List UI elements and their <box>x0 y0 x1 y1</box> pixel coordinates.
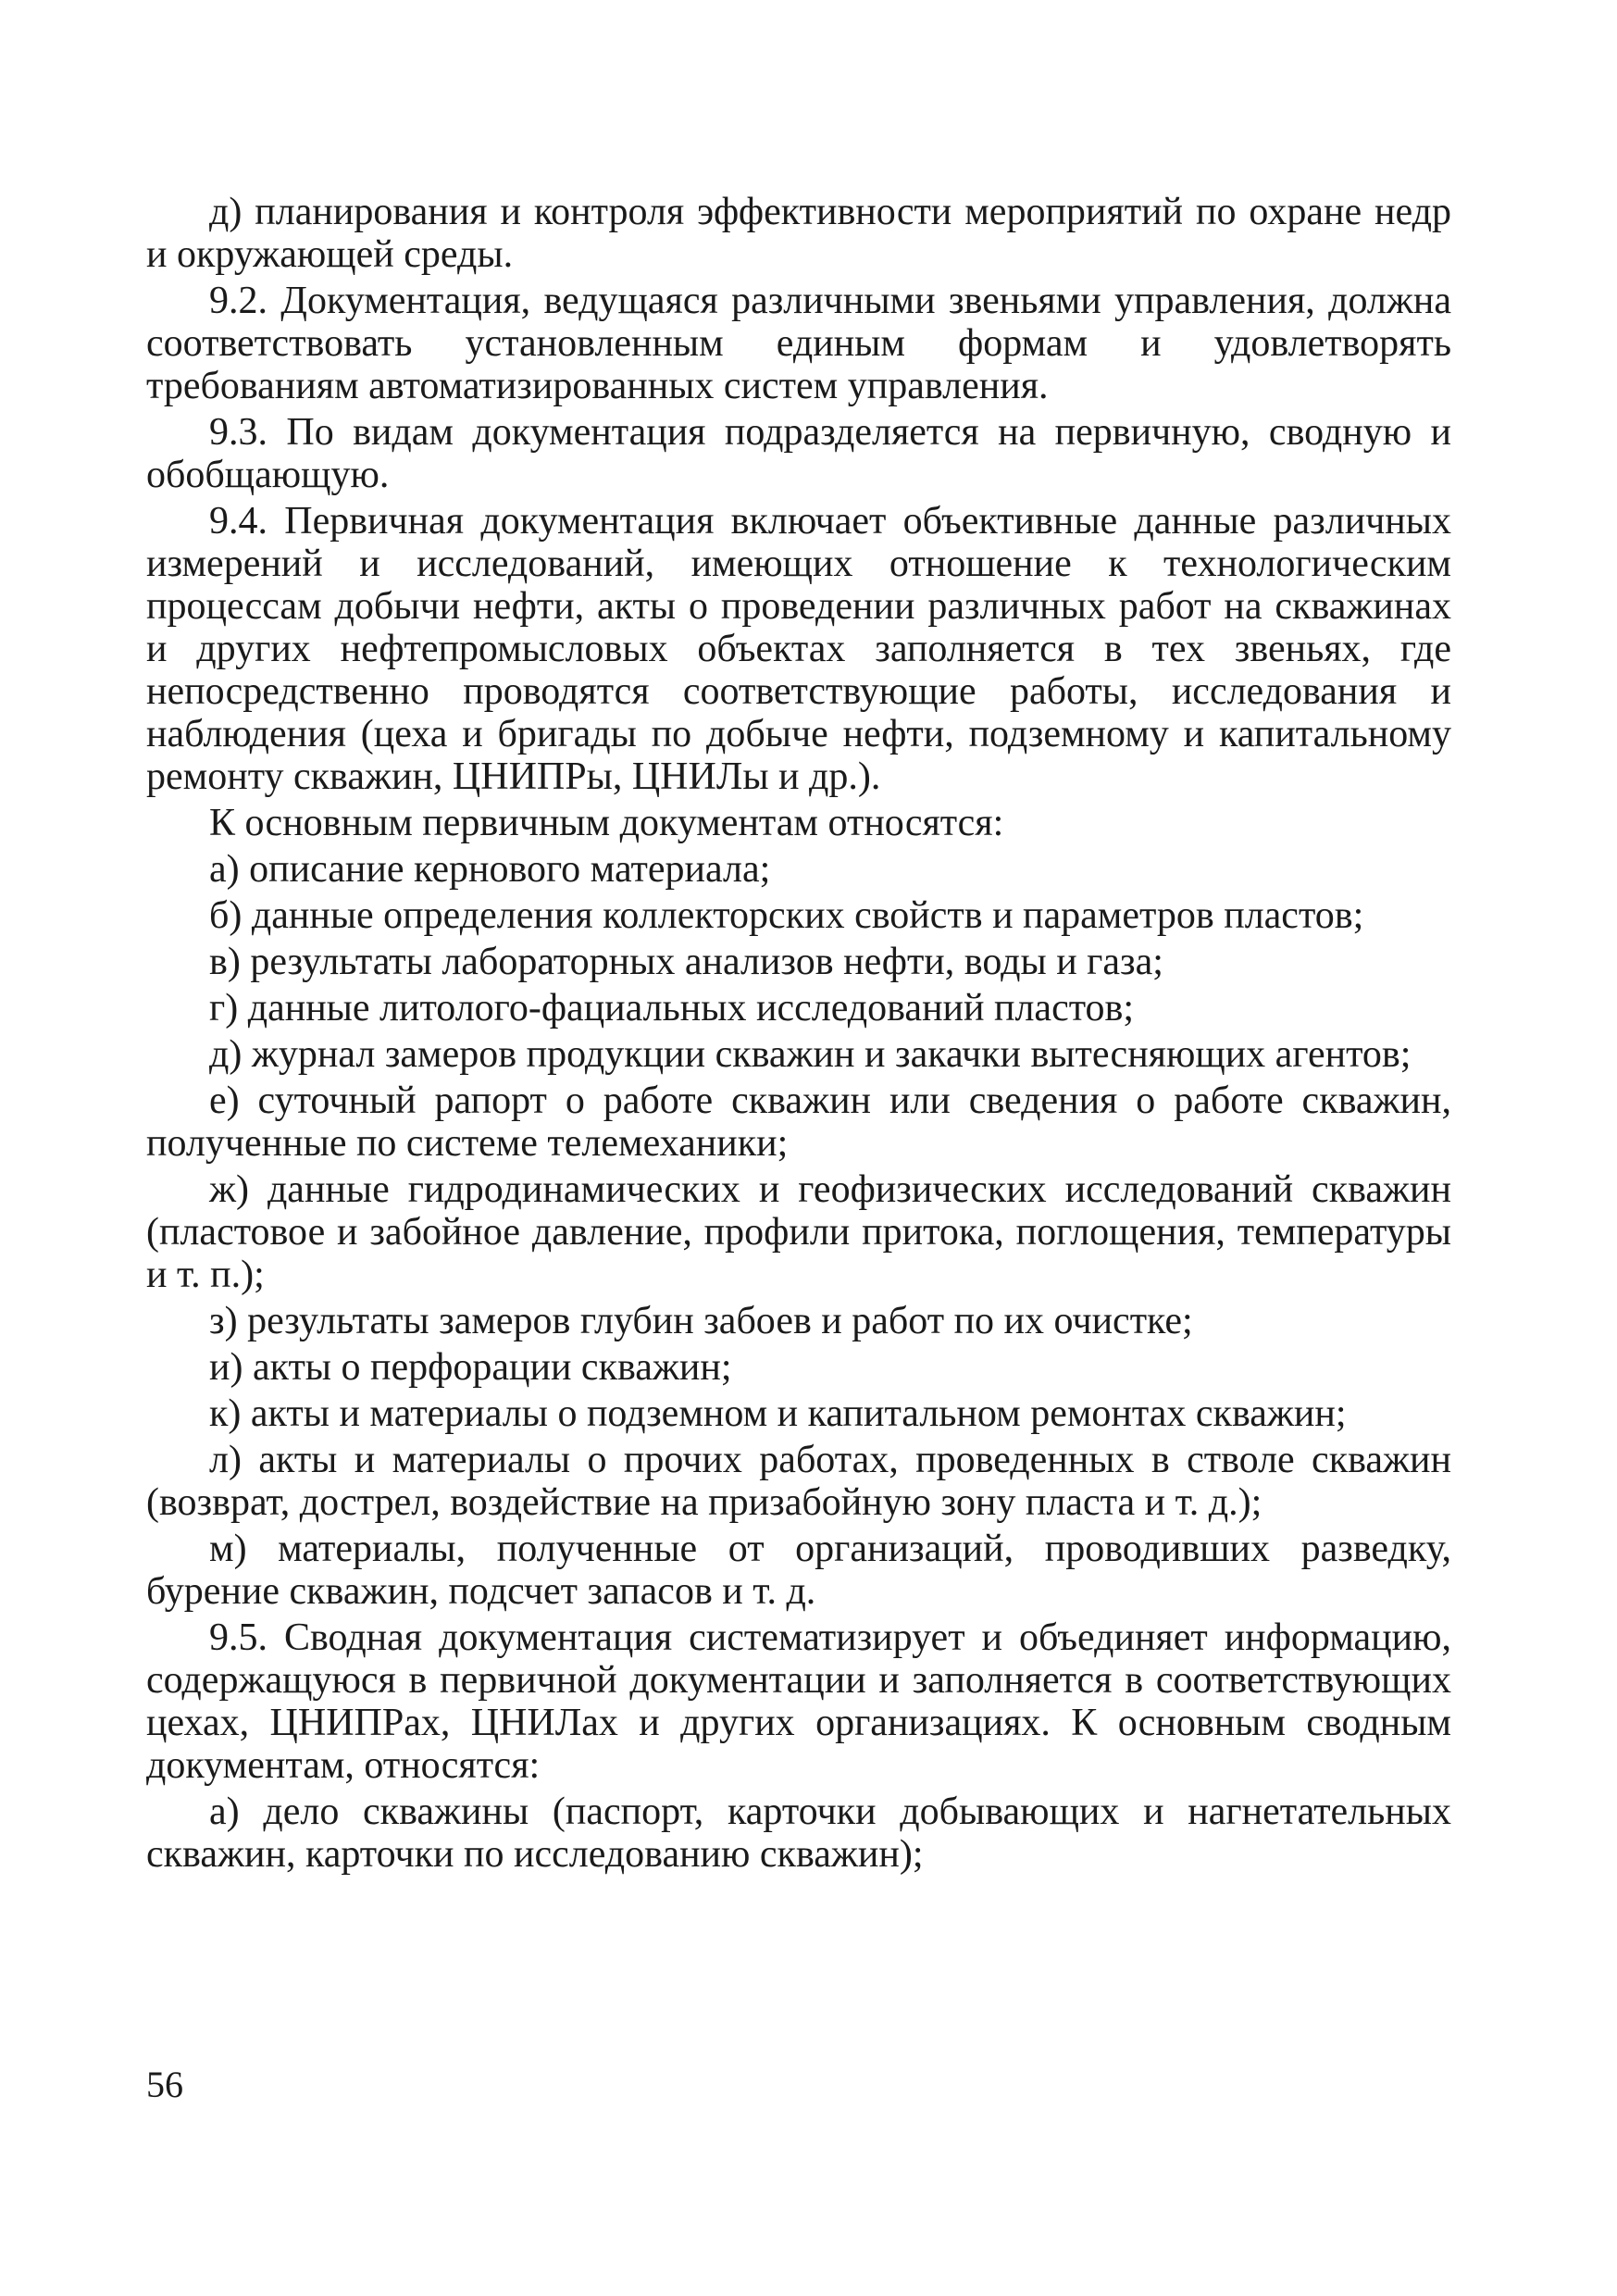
paragraph-9-2: 9.2. Документация, ведущаяся различными звеньями управления, должна соответствовать установленным единым формам и удовлетворять требованиям автоматизированных систем управления. <box>146 280 1451 407</box>
list-item-e-daily-report: е) суточный рапорт о работе скважин или сведения о работе скважин, полученные по системе телемеханики; <box>146 1079 1451 1165</box>
list-item-v-lab: в) результаты лабораторных анализов нефти, воды и газа; <box>209 941 1163 983</box>
paragraph-9-5: 9.5. Сводная документация систематизирует и объединяет информацию, содержащуюся в первичной документации и заполняется в соответствующих цехах, ЦНИПРах, ЦНИЛах и других организациях. К основным сводным документам, относятся: <box>146 1616 1451 1787</box>
list-item-a-core: а) описание кернового материала; <box>209 848 771 891</box>
page-number: 56 <box>146 2064 183 2105</box>
paragraph-9-4: 9.4. Первичная документация включает объективные данные различных измерений и исследований, имеющих отношение к технологическим процессам добычи нефти, акты о проведении различных работ на скважинах и других нефтепромысловых объектах заполняется в тех звеньях, где непосредственно проводятся соответствующие работы, исследования и наблюдения (цеха и бригады по добыче нефти, подземному и капитальному ремонту скважин, ЦНИПРы, ЦНИЛы и др.). <box>146 500 1451 798</box>
list-item-d-journal: д) журнал замеров продукции скважин и закачки вытесняющих агентов; <box>209 1033 1412 1076</box>
list-item-m-materials: м) материалы, полученные от организаций, проводивших разведку, бурение скважин, подсчет запасов и т. д. <box>146 1528 1451 1613</box>
list-item-l-other-works: л) акты и материалы о прочих работах, проведенных в стволе скважин (возврат, дострел, воздействие на призабойную зону пласта и т. д.); <box>146 1439 1451 1524</box>
paragraph-primary-docs-intro: К основным первичным документам относятся: <box>209 802 1004 844</box>
list-item-g-lithology: г) данные литолого-фациальных исследований пластов; <box>209 987 1135 1029</box>
list-item-zh-hydrodynamic: ж) данные гидродинамических и геофизических исследований скважин (пластовое и забойное давление, профили притока, поглощения, температуры и т. п.); <box>146 1168 1451 1296</box>
body-text <box>146 191 1451 1879</box>
paragraph-9-3: 9.3. По видам документация подразделяется на первичную, сводную и обобщающую. <box>146 411 1451 496</box>
paragraph-d-planning: д) планирования и контроля эффективности мероприятий по охране недр и окружающей среды. <box>146 191 1451 276</box>
list-item-i-perforation: и) акты о перфорации скважин; <box>209 1346 732 1389</box>
list-item-a-well-file: а) дело скважины (паспорт, карточки добывающих и нагнетательных скважин, карточки по исследованию скважин); <box>146 1791 1451 1876</box>
list-item-k-repair: к) акты и материалы о подземном и капитальном ремонтах скважин; <box>209 1392 1347 1435</box>
list-item-b-reservoir: б) данные определения коллекторских свойств и параметров пластов; <box>209 894 1364 937</box>
list-item-z-depth: з) результаты замеров глубин забоев и работ по их очистке; <box>209 1300 1193 1342</box>
